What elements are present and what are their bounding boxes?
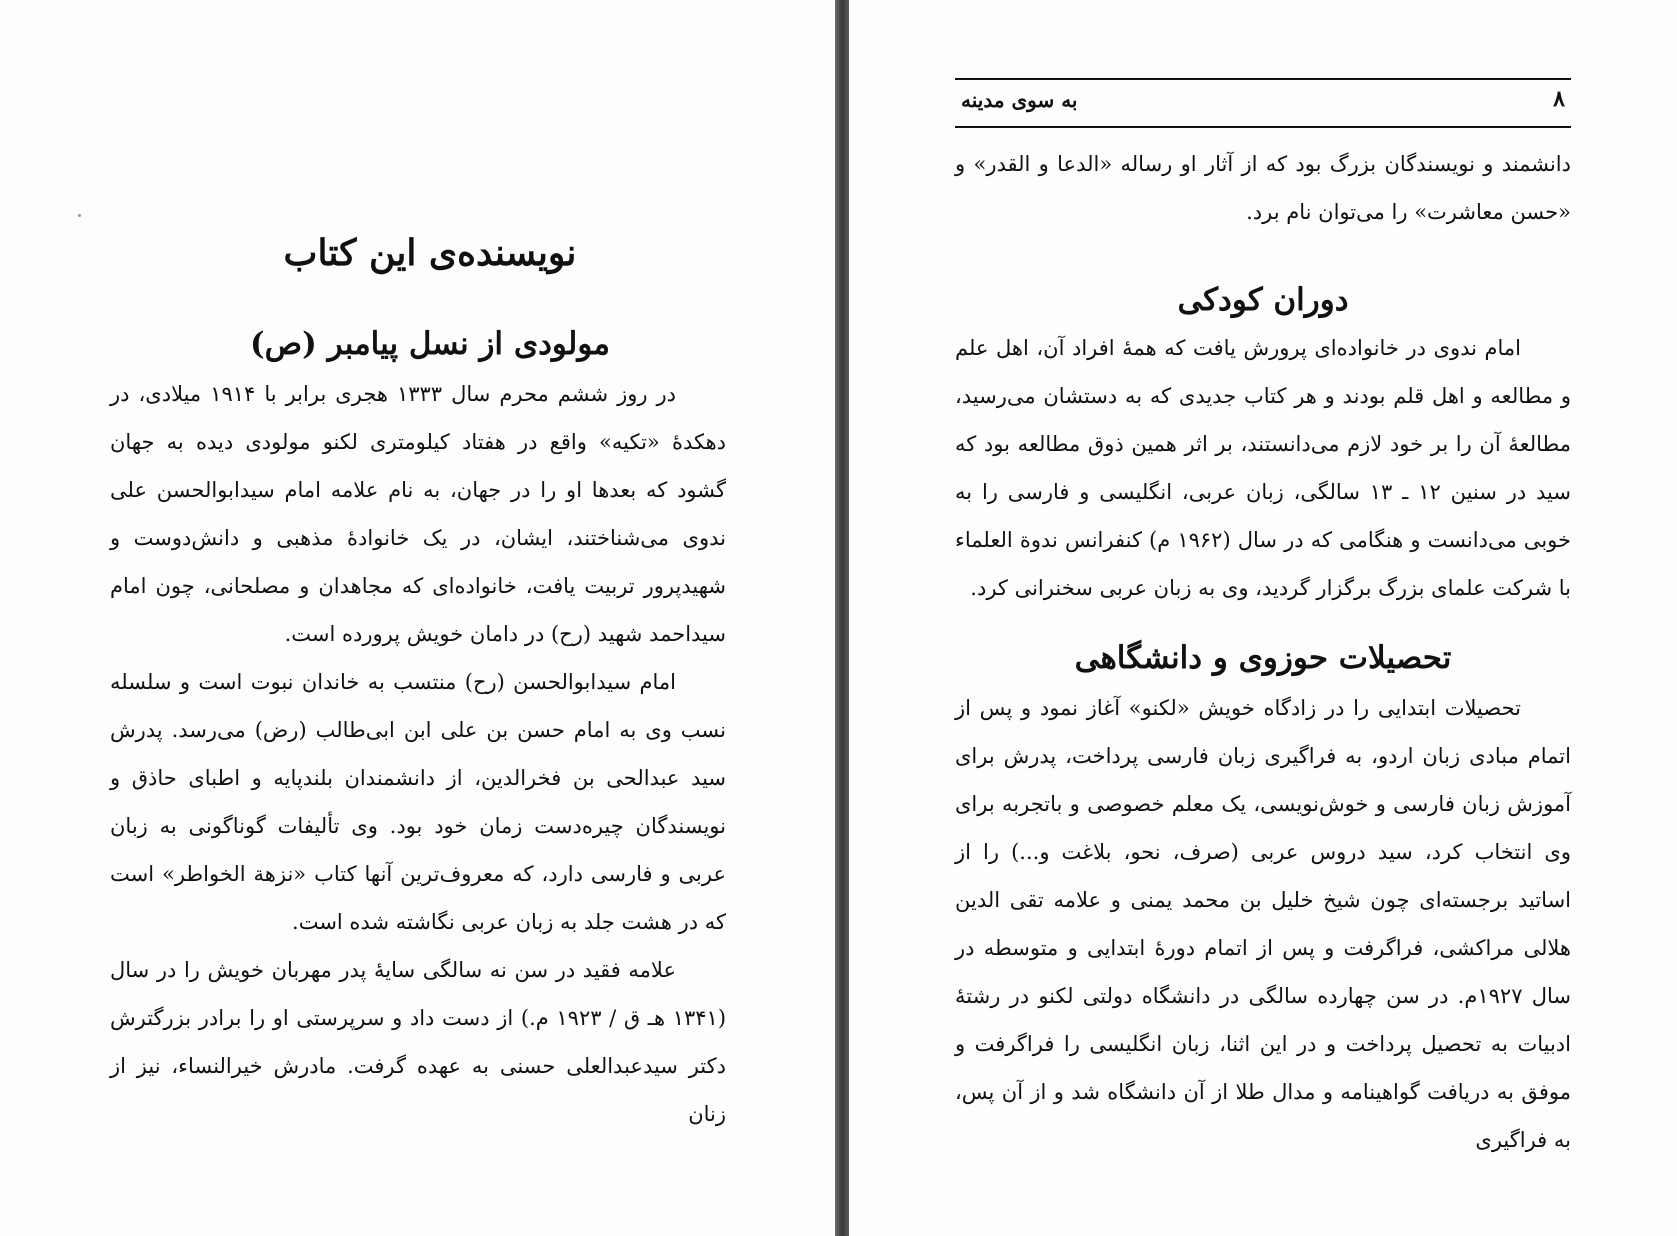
paragraph-lineage: امام سیدابوالحسن (رح) منتسب به خاندان نبوت است و سلسله نسب وی به امام حسن بن علی ابن ابی‌طالب (رض) می‌رسد. پدرش سید عبدالحی بن فخرالدین، از دانشمندان بلندپایه و اطبای حاذق و نویسندگان چیره‌دست زمان خود بود. وی تألیفات گوناگونی به زبان عربی و فارسی دارد، که معروف‌ترین آنها کتاب «نزهة الخواطر» است که در هشت جلد به زبان عربی نگاشته شده است. [110, 670, 726, 934]
paragraph-childhood: امام ندوی در خانواده‌ای پرورش یافت که همهٔ افراد آن، اهل علم و مطالعه و اهل قلم بودند و هر کتاب جدیدی که به دستشان می‌رسید، مطالعهٔ آن را بر خود لازم می‌دانستند، بر اثر همین ذوق مطالعه بود که سید در سنین ۱۲ ـ ۱۳ سالگی، زبان عربی، انگلیسی و فارسی را به خوبی می‌دانست و هنگامی که در سال (۱۹۶۲ م) کنفرانس ندوة العلماء با شرکت علمای بزرگ برگزار گردید، وی به زبان عربی سخنرانی کرد. [955, 336, 1571, 600]
paragraph-continued: دانشمند و نویسندگان بزرگ بود که از آثار او رساله «الدعا و القدر» و «حسن معاشرت» را می‌توان نام برد. [955, 152, 1571, 224]
right-page [849, 0, 1677, 1236]
running-title: به سوی مدینه [961, 88, 1078, 112]
section-heading-childhood: دوران کودکی [1177, 282, 1349, 318]
scan-speck [78, 214, 81, 217]
left-page [0, 0, 835, 1236]
running-header [955, 78, 1571, 128]
paragraph-education: تحصیلات ابتدایی را در زادگاه خویش «لکنو» آغاز نمود و پس از اتمام مبادی زبان اردو، به فراگیری زبان فارسی پرداخت، پدرش برای آموزش زبان فارسی و خوش‌نویسی، یک معلم خصوصی و باتجربه برای وی انتخاب کرد، سید دروس عربی (صرف، نحو، بلاغت و...) را از اساتید برجسته‌ای چون شیخ خلیل بن محمد یمنی و علامه تقی الدین هلالی مراکشی، فراگرفت و پس از اتمام دورهٔ ابتدایی و متوسطه در سال ۱۹۲۷م. در سن چهارده سالگی در دانشگاه دولتی لکنو در رشتهٔ ادبیات به تحصیل پرداخت و در این اثنا، زبان انگلیسی را فراگرفت و موفق به دریافت گواهینامه و مدال طلا از آن دانشگاه شد و از آن پس، به فراگیری [955, 696, 1571, 1152]
section-heading-birth: مولودی از نسل پیامبر (ص) [250, 326, 610, 362]
section-heading-education: تحصیلات حوزوی و دانشگاهی [1074, 640, 1452, 676]
page-number: ۸ [1553, 86, 1565, 112]
paragraph-father-death: علامه فقید در سن نه سالگی سایهٔ پدر مهربان خویش را در سال (۱۳۴۱ هـ ق / ۱۹۲۳ م.) از دست داد و سرپرستی او را برادر بزرگترش دکتر سیدعبدالعلی حسنی به عهده گرفت. مادرش خیرالنساء، نیز از زنان [110, 958, 727, 1126]
paragraph-birth: در روز ششم محرم سال ۱۳۳۳ هجری برابر با ۱۹۱۴ میلادی، در دهکدهٔ «تکیه» واقع در هفتاد کیلومتری لکنو مولودی دیده به جهان گشود که بعدها او را در جهان، به نام علامه امام سیدابوالحسن علی ندوی می‌شناختند، ایشان، در یک خانوادهٔ مذهبی و دانش‌دوست و شهیدپرور تربیت یافت، خانواده‌ای که مجاهدان و مصلحانی، چون امام سیداحمد شهید (رح) در دامان خویش پرورده است. [110, 382, 726, 646]
book-spine [835, 0, 849, 1236]
chapter-title: نویسنده‌ی این کتاب [283, 232, 577, 274]
